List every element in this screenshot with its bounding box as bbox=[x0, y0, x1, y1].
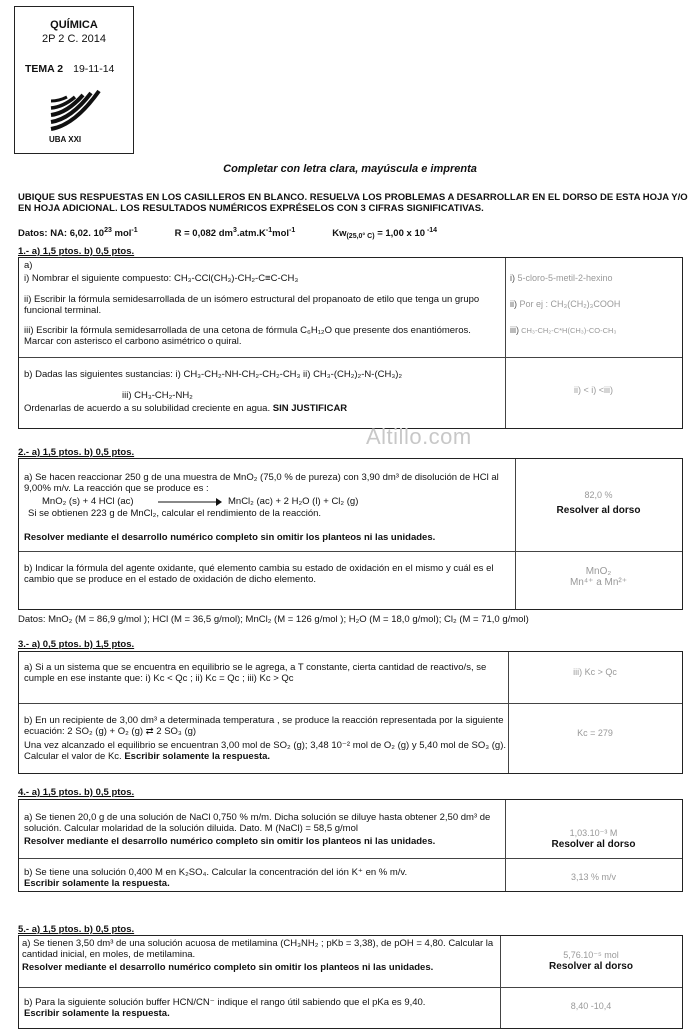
logo-text: UBA XXI bbox=[49, 135, 82, 144]
q3-a-line1: a) Si a un sistema que se encuentra en equilibrio se le agrega, a T constante, cierta cantidad de reactivo/s, se cumple en ese instante que: i) Kc < Qc ; ii) Kc = Qc ; iii) Kc > Qc bbox=[24, 662, 487, 684]
datos-constants: Datos: NA: 6,02. $10^{23}$ mol$^{-1}$ R = 0,082 $dm^3.atm.K^{-1}mol^{-1}$ $Kw_{(25,0^\circ C)} = 1,00$ x 10 $^{-14}$ bbox=[18, 227, 438, 240]
q5-b-line2: Escribir solamente la respuesta. bbox=[24, 1008, 170, 1019]
q3-b-line2: Una vez alcanzado el equilibrio se encuentran 3,00 mol de SO₂ (g); 3,48 10⁻² mol de O₂ (g) y 5,40 mol de SO₃ (g). Calcular el valor de Kc. Escribir solamente la respuesta. bbox=[24, 740, 506, 762]
q1-b-line2: iii) CH₃-CH₂-NH₂ bbox=[122, 390, 193, 401]
q2-b-line1: b) Indicar la fórmula del agente oxidante, qué elemento cambia su estado de oxidación en el mismo y cuál es el cambio que se produce en el estado de oxidación de dicho elemento. bbox=[24, 563, 494, 585]
q2-heading: 2.- a) 1,5 ptos. b) 0,5 ptos. bbox=[18, 447, 135, 458]
q1-b-line3: Ordenarlas de acuerdo a su solubilidad creciente en agua. SIN JUSTIFICAR bbox=[24, 403, 348, 414]
watermark: Altillo.com bbox=[366, 424, 472, 449]
q4-answer-b[interactable]: 3,13 % m/v bbox=[570, 872, 617, 882]
header-box bbox=[14, 6, 134, 154]
exam-date: 19-11-14 bbox=[73, 63, 115, 75]
exam-code: 2P 2 C. 2014 bbox=[41, 33, 106, 45]
uba-logo-icon bbox=[47, 89, 101, 131]
q5-heading: 5.- a) 1,5 ptos. b) 0,5 ptos. bbox=[18, 924, 135, 935]
q3-answer-a[interactable]: iii) Kc > Qc bbox=[573, 667, 617, 677]
q2-a-line2: Si se obtienen 223 g de MnCl₂, calcular el rendimiento de la reacción. bbox=[28, 508, 322, 519]
q4-b-line1: b) Se tiene una solución 0,400 M en K₂SO₄. Calcular la concentración del ión K⁺ en % m/v. bbox=[24, 867, 408, 878]
q1-heading: 1.- a) 1,5 ptos. b) 0,5 ptos. bbox=[18, 246, 135, 257]
q1-a-item3: iii) Escribir la fórmula semidesarrollada de una cetona de fórmula C₆H₁₂O que presente dos enantiómeros. Marcar con asterisco el carbono asimétrico o quiral. bbox=[24, 325, 471, 347]
tema-line bbox=[25, 63, 114, 75]
q2-a-line1: a) Se hacen reaccionar 250 g de una muestra de MnO₂ (75,0 % de pureza) con 3,90 dm³ de disolución de HCl al 9,00% m/v. La reacción que se produce es : bbox=[24, 472, 499, 494]
q2-reaction-left: MnO₂ (s) + 4 HCl (ac) bbox=[42, 496, 134, 507]
reaction-arrow-icon bbox=[158, 497, 222, 507]
q4-a-line2: Resolver mediante el desarrollo numérico completo sin omitir los planteos ni las unidades. bbox=[24, 836, 436, 847]
page-title: Completar con letra clara, mayúscula e imprenta bbox=[223, 163, 477, 175]
q2-answer-a[interactable]: 82,0 % Resolver al dorso bbox=[556, 490, 641, 516]
subject-title: QUÍMICA bbox=[50, 19, 98, 31]
q3-heading: 3.- a) 0,5 ptos. b) 1,5 ptos. bbox=[18, 639, 135, 650]
q1-answer-b[interactable]: ii) < i) <iii) bbox=[573, 385, 613, 395]
q1-a-item2: ii) Escribir la fórmula semidesarrollada de un isómero estructural del propanoato de etilo que tenga un grupo funcional terminal. bbox=[24, 294, 480, 316]
q2-reaction-right: MnCl₂ (ac) + 2 H₂O (l) + Cl₂ (g) bbox=[228, 496, 359, 507]
q4-b-line2: Escribir solamente la respuesta. bbox=[24, 878, 170, 889]
q1-answer-a3[interactable]: iii) CH₃-CH₂-C*H(CH₃)-CO-CH₃ bbox=[510, 325, 617, 335]
q5-answer-a[interactable]: 5,76.10⁻⁵ mol Resolver al dorso bbox=[549, 950, 633, 972]
q2-answer-b[interactable]: MnO₂ Mn⁴⁺ a Mn²⁺ bbox=[569, 566, 628, 588]
q4-heading: 4.- a) 1,5 ptos. b) 0,5 ptos. bbox=[18, 787, 135, 798]
q1-a-item1: i) Nombrar el siguiente compuesto: CH₃-CCl(CH₃)-CH₂-C≡C-CH₃ bbox=[24, 273, 299, 284]
q3-answer-b[interactable]: Kc = 279 bbox=[577, 728, 613, 738]
q5-a-line2: Resolver mediante el desarrollo numérico completo sin omitir los planteos ni las unidades. bbox=[22, 962, 434, 973]
q1-answer-a2[interactable]: ii) Por ej : CH₃(CH₂)₃COOH bbox=[510, 299, 621, 309]
q4-answer-a[interactable]: 1,03.10⁻³ M Resolver al dorso bbox=[551, 828, 636, 850]
q5-answer-b[interactable]: 8,40 -10,4 bbox=[570, 1001, 612, 1011]
q4-a-line1: a) Se tienen 20,0 g de una solución de NaCl 0,750 % m/m. Dicha solución se diluye hasta obtener 2,50 dm³ de solución. Calcular molaridad de la solución diluida. Dato. M (NaCl) = 58,5 g/mol bbox=[24, 812, 491, 834]
q1-answer-a1[interactable]: i) 5-cloro-5-metil-2-hexino bbox=[510, 273, 613, 283]
q5-a-line1: a) Se tienen 3,50 dm³ de una solución acuosa de metilamina (CH₃NH₂ ; pKb = 3,38), de pOH = 4,80. Calcular la cantidad inicial, en moles, de metilamina. bbox=[22, 938, 494, 960]
q2-a-line3: Resolver mediante el desarrollo numérico completo sin omitir los planteos ni las unidades. bbox=[24, 532, 436, 543]
instructions: UBIQUE SUS RESPUESTAS EN LOS CASILLEROS EN BLANCO. RESUELVA LOS PROBLEMAS A DESARROLLAR EN EL DORSO DE ESTA HOJA Y/O EN HOJA ADICIONAL. LOS RESULTADOS NUMÉRICOS EXPRÉSELOS CON 3 CIFRAS SIGNIFICATIVAS. bbox=[18, 192, 688, 214]
q5-b-line1: b) Para la siguiente solución buffer HCN/CN⁻ indique el rango útil sabiendo que el pKa es 9,40. bbox=[24, 997, 426, 1008]
q1-b-line1: b) Dadas las siguientes sustancias: i) CH₃-CH₂-NH-CH₂-CH₂-CH₃ ii) CH₃-(CH₂)₂-N-(CH₃)₂ bbox=[24, 369, 403, 380]
q2-datos: Datos: MnO₂ (M = 86,9 g/mol ); HCl (M = 36,5 g/mol); MnCl₂ (M = 126 g/mol ); H₂O (M = 18,0 g/mol); Cl₂ (M = 71,0 g/mol) bbox=[18, 614, 529, 625]
q1-a-label: a) bbox=[24, 260, 33, 271]
tema-label: TEMA 2 bbox=[25, 63, 64, 75]
q3-b-line1: b) En un recipiente de 3,00 dm³ a determinada temperatura , se produce la reacción representada por la siguiente ecuación: 2 SO₂ (g) + O₂ (g) ⇄ 2 SO₃ (g) bbox=[24, 715, 504, 737]
